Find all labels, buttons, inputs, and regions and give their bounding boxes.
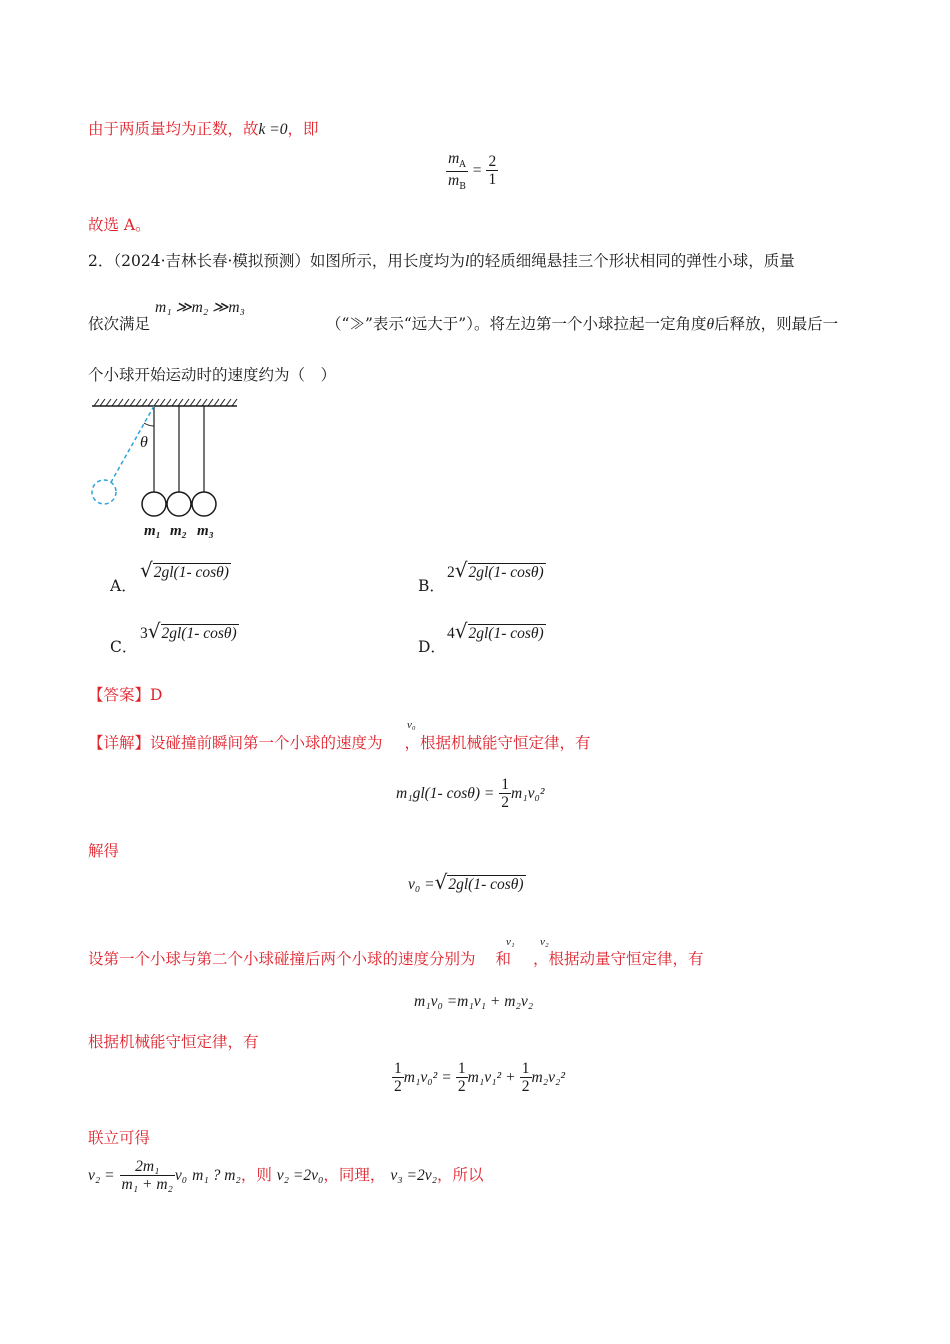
hatch-mark	[208, 399, 213, 406]
final-fraction	[120, 1158, 175, 1194]
hatch-mark	[112, 399, 117, 406]
explanation-line3: 根据机械能守恒定律，有	[88, 1033, 259, 1051]
ratio-fraction	[446, 150, 468, 192]
momentum-equation	[414, 992, 533, 1011]
eq4-plus: +	[506, 1068, 515, 1086]
ceiling-hatching	[94, 399, 237, 406]
answer-value: D	[150, 686, 163, 704]
hatch-mark	[136, 399, 141, 406]
hatch-mark	[184, 399, 189, 406]
prev-line1-text: 由于两质量均为正数，故	[88, 120, 259, 138]
prev-line1-eq: k =0	[258, 121, 288, 138]
stem-line2-c: 后释放，则最后一	[714, 315, 839, 333]
ratio-num-sub: A	[459, 160, 466, 171]
stem-line1-b: 的轻质细绳悬挂三个形状相同的弹性小球，质量	[469, 252, 795, 270]
option-d-expr	[447, 619, 546, 643]
option-a-radicand: 2gl(1- cosθ)	[153, 564, 229, 581]
hatch-mark	[160, 399, 165, 406]
eq4-term-2: m₁v₁²	[467, 1068, 502, 1086]
ratio-val-num: 2	[488, 153, 497, 171]
final-frac-den: m₁ + m₂	[121, 1176, 173, 1194]
eq4-den-2: 2	[457, 1078, 466, 1096]
eq4-term-3: m₂v₂²	[531, 1068, 565, 1086]
explanation-tag: 【详解】	[88, 734, 151, 752]
prev-conclusion: 故选 A。	[88, 216, 151, 234]
eq1-frac-den: 2	[501, 794, 510, 812]
final-suoyi: ，所以	[436, 1165, 484, 1184]
v1-var: v₁	[506, 936, 515, 948]
eq3: m₁v₀ =m₁v₁ + m₂v₂	[414, 993, 534, 1010]
final-frac-num: 2m₁	[120, 1158, 175, 1176]
ball-label-2: m₂	[170, 523, 187, 539]
eq4-frac-3	[520, 1060, 532, 1096]
v2-var: v₂	[540, 936, 549, 948]
ratio-den-sub: B	[459, 182, 466, 193]
combine-label: 联立可得	[88, 1129, 151, 1147]
sqrt-sign-icon: √	[147, 619, 161, 643]
eq4-num-3: 1	[521, 1060, 530, 1077]
explanation-line2-and: 和	[495, 950, 512, 968]
ratio-den: m	[448, 171, 460, 189]
option-d-coef: 4	[447, 625, 455, 642]
hatch-mark	[166, 399, 171, 406]
hatch-mark	[130, 399, 135, 406]
eq2-radicand: 2gl(1- cosθ)	[448, 876, 524, 893]
explanation-line1-text: 设碰撞前瞬间第一个小球的速度为	[150, 734, 383, 752]
question-number: 2．	[88, 252, 114, 270]
eq2-left: v₀ =	[408, 876, 435, 893]
eq4-frac-2	[456, 1060, 468, 1096]
sqrt-sign-icon: √	[434, 870, 448, 894]
final-result-1: v₂ =2v₀	[276, 1166, 324, 1184]
v0-solution	[408, 870, 526, 894]
stem-theta: θ	[706, 316, 715, 333]
pendulum-figure	[86, 396, 246, 546]
option-b-coef: 2	[447, 564, 455, 581]
ball-label-1: m₁	[144, 523, 161, 539]
stem-length-var: l	[464, 253, 470, 270]
option-d-radicand: 2gl(1- cosθ)	[468, 625, 544, 642]
stem-line1-a: （2024·吉林长春·模拟预测）如图所示，用长度均为	[113, 252, 465, 270]
hatch-mark	[232, 399, 237, 406]
hatch-mark	[226, 399, 231, 406]
hatch-mark	[178, 399, 183, 406]
hatch-mark	[118, 399, 123, 406]
stem-line2-b: （“≫”表示“远大于”）。将左边第一个小球拉起一定角度	[326, 315, 707, 333]
stem-line2-a: 依次满足	[88, 315, 151, 333]
mass-ratio-equation	[446, 150, 498, 192]
theta-label: θ	[140, 434, 148, 451]
eq4-num-1: 1	[394, 1060, 402, 1077]
hatch-mark	[106, 399, 111, 406]
final-v0: v₀	[174, 1166, 188, 1184]
theta-arc	[144, 423, 154, 426]
final-v2: v₂ =	[88, 1166, 115, 1184]
final-condition: m₁ ? m₂	[192, 1166, 241, 1184]
v0-var: v₀	[407, 719, 416, 731]
eq1-fraction	[499, 776, 511, 812]
ball-1	[142, 492, 166, 516]
question-stem-line2	[88, 312, 838, 334]
hatch-mark	[214, 399, 219, 406]
eq1-right: m₁v₀²	[511, 784, 545, 802]
raised-ball	[92, 480, 116, 504]
hatch-mark	[196, 399, 201, 406]
ratio-eq: =	[472, 162, 482, 180]
option-c-label[interactable]: C．	[110, 638, 138, 656]
eq4-den-1: 2	[394, 1078, 402, 1096]
option-b-expr	[447, 558, 546, 582]
ball-label-3: m₃	[197, 523, 214, 539]
solve-label: 解得	[88, 842, 120, 860]
hatch-mark	[172, 399, 177, 406]
final-ze: ，则	[240, 1165, 272, 1184]
explanation-line2-tail: ，根据动量守恒定律，有	[533, 950, 704, 968]
question-stem-line3: 个小球开始运动时的速度约为（ ）	[88, 366, 337, 384]
option-d-label[interactable]: D．	[418, 638, 446, 656]
ratio-value-fraction	[486, 153, 498, 189]
hatch-mark	[202, 399, 207, 406]
option-a-label[interactable]: A．	[110, 577, 137, 595]
hatch-mark	[220, 399, 225, 406]
v0-floating-var	[407, 718, 416, 731]
ratio-num: m	[448, 150, 460, 167]
option-c-coef: 3	[140, 625, 148, 642]
hatch-mark	[142, 399, 147, 406]
final-result-2: v₃ =2v₂	[390, 1166, 437, 1184]
eq4-equals: =	[442, 1068, 451, 1086]
ball-3	[192, 492, 216, 516]
eq1-left: m₁gl(1- cosθ) =	[396, 784, 495, 802]
option-b-label[interactable]: B．	[418, 577, 445, 595]
hatch-mark	[190, 399, 195, 406]
explanation-line1-tail: ，根据机械能守恒定律，有	[404, 734, 591, 752]
eq1-frac-num: 1	[501, 776, 510, 793]
hatch-mark	[100, 399, 105, 406]
option-a-expr	[140, 558, 231, 582]
option-b-radicand: 2gl(1- cosθ)	[468, 564, 544, 581]
explanation-line2	[88, 947, 704, 969]
eq4-frac-1	[392, 1060, 404, 1096]
answer-line	[88, 683, 162, 705]
sqrt-sign-icon: √	[140, 558, 153, 582]
hatch-mark	[148, 399, 153, 406]
mass-condition-expr: m₁ ≫m₂ ≫m₃	[155, 299, 245, 316]
eq4-num-2: 1	[457, 1060, 466, 1077]
hatch-mark	[154, 399, 159, 406]
ball-2	[167, 492, 191, 516]
sqrt-sign-icon: √	[454, 619, 468, 643]
question-stem-line1	[88, 249, 795, 271]
option-c-expr	[140, 619, 239, 643]
final-tongli: ，同理，	[323, 1165, 386, 1184]
answer-tag: 【答案】	[88, 686, 151, 704]
eq4-den-3: 2	[521, 1078, 530, 1096]
hatch-mark	[124, 399, 129, 406]
prev-solution-line1	[88, 117, 319, 139]
energy-conservation-equation	[392, 1060, 565, 1096]
hatch-mark	[94, 399, 99, 406]
prev-line1-tail: ，即	[287, 120, 319, 138]
eq4-term-1: m₁v₀²	[403, 1068, 438, 1086]
explanation-line2-text: 设第一个小球与第二个小球碰撞后两个小球的速度分别为	[88, 950, 476, 968]
final-result-line	[88, 1158, 483, 1194]
energy-equation	[396, 776, 545, 812]
option-c-radicand: 2gl(1- cosθ)	[161, 625, 237, 642]
sqrt-sign-icon: √	[454, 558, 468, 582]
ratio-val-den: 1	[488, 171, 497, 189]
explanation-line1	[88, 731, 591, 753]
